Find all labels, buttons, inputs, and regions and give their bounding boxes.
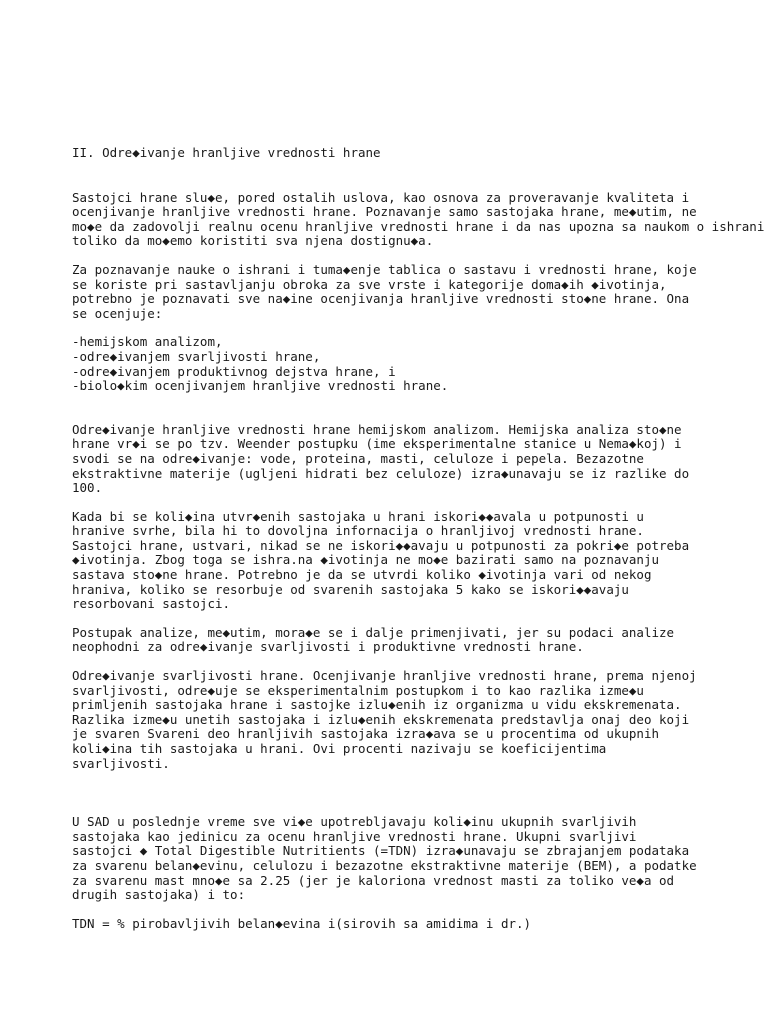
text-line: ◆ivotinja. Zbog toga se ishra.na ◆ivotinja ne mo◆e bazirati samo na poznavanju: [72, 552, 659, 568]
text-line: ekstraktivne materije (ugljeni hidrati bez celuloze) izra◆unavaju se iz razlike do: [72, 465, 690, 481]
text-line: Kada bi se koli◆ina utvr◆enih sastojaka u hrani iskori◆◆avala u potpunosti u: [72, 508, 644, 524]
text-line: Odre◆ivanje hranljive vrednosti hrane hemijskom analizom. Hemijska analiza sto◆ne: [72, 421, 682, 437]
text-line: za svarenu belan◆evinu, celulozu i bezazotne ekstraktivne materije (BEM), a podatke: [72, 857, 697, 873]
text-line: hranive svrhe, bila hi to dovoljna infornacija o hranljivoj vrednosti hrane.: [72, 523, 644, 539]
text-line: neophodni za odre◆ivanje svarljivosti i produktivne vrednosti hrane.: [72, 639, 584, 655]
list-item: -hemijskom analizom,: [72, 334, 223, 350]
paragraph-methods-intro: [72, 263, 752, 321]
paragraph-chemical-analysis: [72, 423, 752, 496]
text-line: mo◆e da zadovolji realnu ocenu hranljive vrednosti hrane i da nas upozna sa naukom o ishrani: [72, 218, 765, 234]
text-line: se koriste pri sastavljanju obroka za sve vrste i kategorije doma◆ih ◆ivotinja,: [72, 276, 667, 292]
text-line: sastava sto◆ne hrane. Potrebno je da se utvrdi koliko ◆ivotinja vari od nekog: [72, 567, 652, 583]
text-line: toliko da mo◆emo koristiti sva njena dostignu◆a.: [72, 233, 434, 249]
text-line: svarljivosti, odre◆uje se eksperimentalnim postupkom i to kao razlika izme◆u: [72, 682, 644, 698]
text-line: 100.: [72, 480, 103, 496]
text-line: potrebno je poznavati sve na◆ine ocenjivanja hranljive vrednosti sto◆ne hrane. Ona: [72, 291, 690, 307]
text-line: svarljivosti.: [72, 755, 170, 771]
text-line: drugih sastojaka) i to:: [72, 887, 246, 903]
document-body: [72, 145, 765, 945]
text-line: sastojaka kao jedinicu za ocenu hranljive vrednosti hrane. Ukupni svarljivi: [72, 828, 637, 844]
text-line: je svaren Svareni deo hranljivih sastojaka izra◆ava se u procentima od ukupnih: [72, 726, 659, 742]
section-heading: [72, 146, 752, 161]
text-line: Razlika izme◆u unetih sastojaka i izlu◆enih ekskremenata predstavlja onaj deo koji: [72, 711, 690, 727]
heading-text: II. Odre◆ivanje hranljive vrednosti hrane: [72, 145, 381, 160]
paragraph-tdn: [72, 815, 752, 903]
list-item: -biolo◆kim ocenjivanjem hranljive vrednosti hrane.: [72, 378, 449, 394]
text-line: za svarenu mast mno◆e sa 2.25 (jer je kaloriona vrednost masti za toliko ve◆a od: [72, 872, 675, 888]
paragraph-utilization: [72, 510, 752, 612]
text-line: primljenih sastojaka hrane i sastojke izlu◆enih iz organizma u vidu ekskremenata.: [72, 697, 682, 713]
text-line: Postupak analize, me◆utim, mora◆e se i dalje primenjivati, jer su podaci analize: [72, 624, 675, 640]
text-line: Sastojci hrane, ustvari, nikad se ne iskori◆◆avaju u potpunosti za pokri◆e potreba: [72, 537, 690, 553]
text-line: svodi se na odre◆ivanje: vode, proteina, masti, celuloze i pepela. Bezazotne: [72, 450, 644, 466]
text-line: Odre◆ivanje svarljivosti hrane. Ocenjivanje hranljive vrednosti hrane, prema njenoj: [72, 668, 697, 684]
paragraph-intro: [72, 189, 765, 249]
text-line: se ocenjuje:: [72, 305, 163, 321]
paragraph-digestibility: [72, 669, 752, 771]
methods-list: [72, 335, 752, 393]
text-line: hraniva, koliko se resorbuje od svarenih sastojaka 5 kako se iskori◆◆avaju: [72, 581, 629, 597]
text-line: Za poznavanje nauke o ishrani i tuma◆enje tablica o sastavu i vrednosti hrane, koje: [72, 261, 697, 277]
text-line: resorbovani sastojci.: [72, 596, 231, 612]
text-line: U SAD u poslednje vreme sve vi◆e upotrebljavaju koli◆inu ukupnih svarljivih: [72, 814, 637, 830]
tdn-formula: [72, 917, 752, 932]
formula-line: TDN = % pirobavljivih belan◆evina i(sirovih sa amidima i dr.): [72, 915, 532, 931]
list-item: -odre◆ivanjem produktivnog dejstva hrane, i: [72, 363, 396, 379]
paragraph-analysis-procedure: [72, 626, 752, 655]
text-line: Sastojci hrane slu◆e, pored ostalih uslova, kao osnova za proveravanje kvaliteta i: [72, 189, 690, 205]
text-line: hrane vr◆i se po tzv. Weender postupku (ime eksperimentalne stanice u Nema◆koj) i: [72, 436, 682, 452]
text-line: ocenjivanje hranljive vrednosti hrane. Poznavanje samo sastojaka hrane, me◆utim, ne: [72, 204, 697, 220]
text-line: sastojci ◆ Total Digestible Nutritients (=TDN) izra◆unavaju se zbrajanjem podataka: [72, 843, 690, 859]
text-line: koli◆ina tih sastojaka u hrani. Ovi procenti nazivaju se koeficijentima: [72, 741, 607, 756]
list-item: -odre◆ivanjem svarljivosti hrane,: [72, 348, 321, 364]
